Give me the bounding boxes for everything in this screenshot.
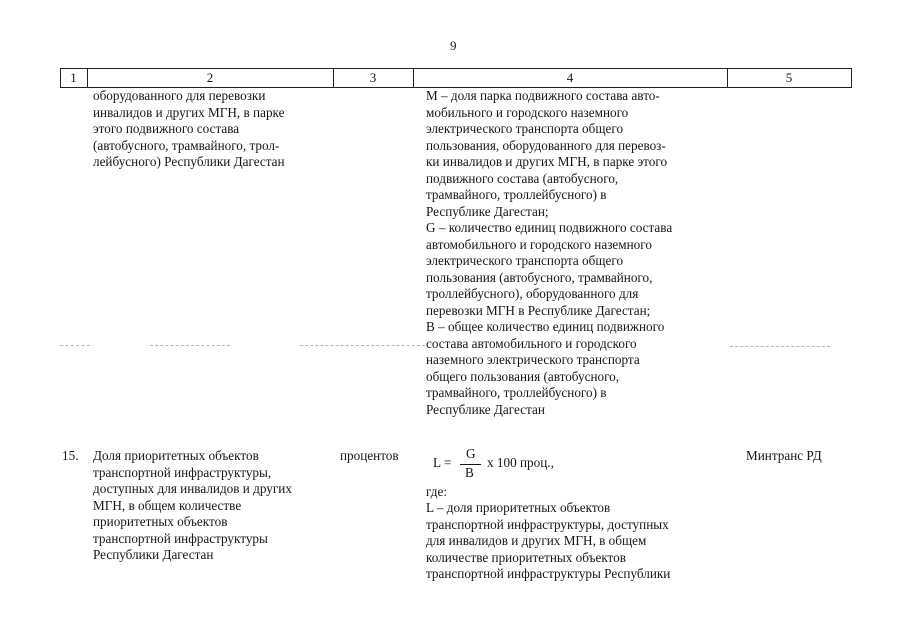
row-number: 15. [62,448,79,463]
formula-rhs: x 100 проц., [487,455,554,470]
data-source: Минтранс РД [746,448,822,463]
definition-g: G – количество единиц подвижного состава автомобильного и городского наземного электрического транспорта общего пользования (автобусного, трамвайного, троллейбусного), оборудованного для перевозки МГН в Республике Дагестан; [426,220,673,318]
formula-lhs: L = [433,455,452,470]
column-header-method: 4 [566,70,574,85]
scan-artifact-line [60,345,90,346]
table-right-border [851,68,852,87]
scan-artifact-line [730,346,830,347]
table-top-border [60,68,852,69]
column-header-unit: 3 [369,70,377,85]
unit-of-measure: процентов [340,448,399,463]
where-label: где: [426,484,447,499]
definition-l: L – доля приоритетных объектов транспортной инфраструктуры, доступных для инвалидов и других МГН, в общем количестве приоритетных объектов транспортной инфраструктуры Республики [426,500,671,581]
column-header-source: 5 [785,70,793,85]
column-header-number: 1 [70,70,77,85]
indicator-text: Доля приоритетных объектов транспортной инфраструктуры, доступных для инвалидов и других МГН, в общем количестве приоритетных объектов транспортной инфраструктуры Республики Дагестан [93,448,292,562]
definition-m: M – доля парка подвижного состава авто- мобильного и городского наземного электрического транспорта общего пользования, оборудованного для перевоз- ки инвалидов и других МГН, в парке этого подвижного состава (автобусного, трамвайного, троллейбусного) в Республике Дагестан; [426,88,668,219]
formula-denominator: B [465,465,474,480]
column-header-indicator: 2 [206,70,214,85]
page-number: 9 [450,38,457,53]
method-definitions [426,88,722,418]
scan-artifact-line [150,345,230,346]
scan-artifact-line [300,345,425,346]
formula-numerator: G [466,446,476,461]
definition-b: B – общее количество единиц подвижного состава автомобильного и городского наземного электрического транспорта общего пользования (автобусного, трамвайного, троллейбусного) в Республике Дагестан [426,319,665,417]
indicator-text-continued: оборудованного для перевозки инвалидов и других МГН, в парке этого подвижного состава (автобусного, трамвайного, трол- лейбусного) Республики Дагестан [93,88,285,169]
